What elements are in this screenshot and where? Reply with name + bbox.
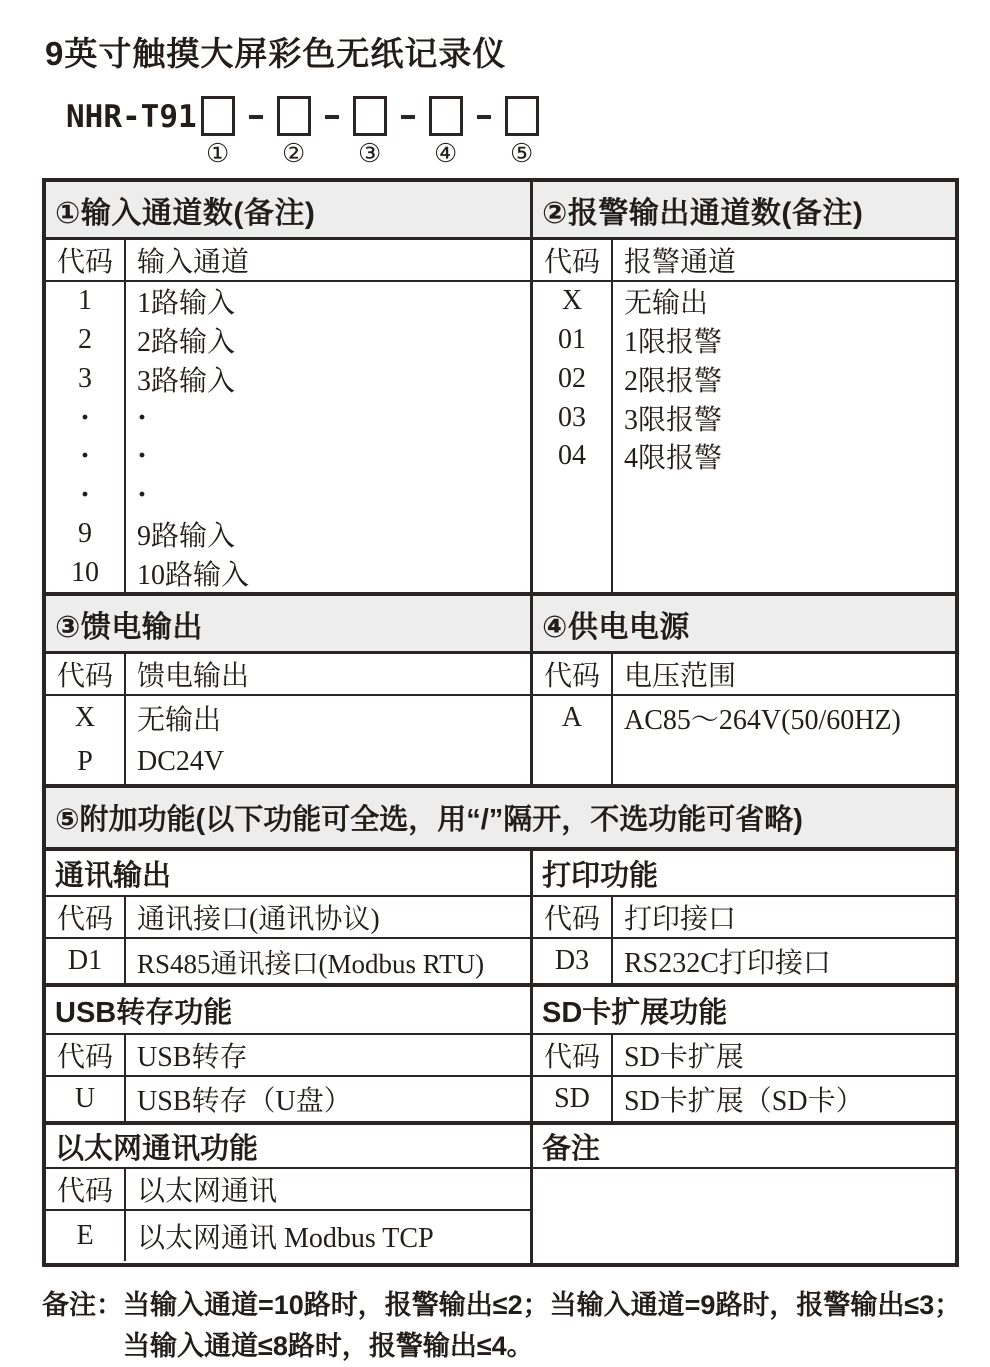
comm-code-column [46,939,126,983]
section5-usb-sd [46,987,955,1125]
model-slot-number-3: ③ [358,139,382,168]
section5-title: ⑤附加功能(以下功能可全选，用“/”隔开，不选功能可省略) [46,788,955,847]
row-desc: RS232C打印接口 [624,948,831,979]
usb-desc-header: USB转存 [137,1042,248,1073]
model-code-line [66,96,539,168]
model-slot-number-2: ② [282,139,306,168]
comm-desc-header: 通讯接口(通讯协议) [137,904,380,935]
model-slot-box-1 [201,96,235,136]
eth-code-header: 代码 [46,1169,126,1209]
row-desc: AC85～264V(50/60HZ) [624,705,901,736]
ellipsis-dot: · [79,439,90,473]
row-desc: 2限报警 [624,365,723,397]
usb-desc-column [126,1077,530,1121]
model-slot-5 [505,96,539,168]
model-prefix: NHR-T91 [66,99,197,135]
section4-title: ④供电电源 [542,610,690,644]
row-code: 01 [558,324,586,356]
row-code: 03 [558,401,586,433]
eth-desc-header: 以太网通讯 [137,1176,278,1207]
section5-eth-remark [46,1125,955,1263]
s3-desc-column [126,696,530,784]
model-slot-box-3 [353,96,387,136]
row-code: U [74,1083,96,1114]
row-code: X [74,702,96,733]
row-desc: 2路输入 [137,327,236,359]
row-desc: 10路输入 [137,559,250,591]
remark-empty-cell [533,1169,955,1263]
section5-banner [46,788,955,851]
model-slot-2 [277,96,311,168]
row-desc: 无输出 [137,705,222,736]
page-title: 9英寸触摸大屏彩色无纸记录仪 [45,35,507,72]
s2-desc-column [613,282,955,592]
row-code: 04 [558,440,586,472]
model-slot-box-5 [505,96,539,136]
section2-title: ②报警输出通道数(备注) [542,196,864,230]
s1-desc-column [126,282,530,592]
row-code: 2 [78,324,92,356]
eth-desc-column [126,1211,530,1261]
section-power [46,596,955,788]
row-code: SD [554,1083,590,1114]
row-code: 1 [78,285,92,317]
section-input-and-alarm [46,182,955,596]
s2-code-header: 代码 [533,240,613,280]
s2-desc-header: 报警通道 [624,247,737,278]
row-code: 3 [78,362,92,394]
dash-separator [249,115,263,119]
dash-separator [325,115,339,119]
comm-desc-column [126,939,530,983]
row-desc: SD卡扩展（SD卡） [624,1086,864,1117]
row-code: E [76,1220,94,1251]
section5-comm-print [46,851,955,987]
sd-desc-column [613,1077,955,1121]
print-code-header: 代码 [533,897,613,937]
remark-title: 备注 [542,1132,601,1165]
ellipsis-dot: · [137,478,148,512]
usb-title: USB转存功能 [55,996,233,1029]
s3-code-column [46,696,126,784]
ellipsis-dot: · [79,400,90,434]
row-desc: 1限报警 [624,327,723,359]
row-code: 02 [558,362,586,394]
ethernet-title: 以太网通讯功能 [55,1132,259,1165]
row-desc: 3限报警 [624,404,723,436]
row-code: X [561,285,583,317]
s4-code-header: 代码 [533,654,613,694]
dash-separator [477,115,491,119]
footnote [42,1285,972,1367]
footnote-label: 备注： [42,1290,123,1320]
model-slot-number-5: ⑤ [510,139,534,168]
ellipsis-dot: · [79,478,90,512]
s4-code-column [533,696,613,784]
print-desc-header: 打印接口 [624,904,737,935]
row-desc: 1路输入 [137,288,236,320]
row-desc: 3路输入 [137,365,236,397]
s3-desc-header: 馈电输出 [137,661,250,692]
row-code: 9 [78,517,92,549]
print-title: 打印功能 [542,859,659,892]
row-code: 10 [71,556,99,588]
model-slot-box-4 [429,96,463,136]
model-slot-number-1: ① [206,139,230,168]
row-code: D1 [67,945,103,976]
model-slot-3 [353,96,387,168]
row-desc: 9路输入 [137,520,236,552]
s2-code-column [533,282,613,592]
print-code-column [533,939,613,983]
print-desc-column [613,939,955,983]
sd-desc-header: SD卡扩展 [624,1042,744,1073]
row-desc: DC24V [137,746,225,777]
s1-code-header: 代码 [46,240,126,280]
dash-separator [401,115,415,119]
sd-code-column [533,1077,613,1121]
s3-code-header: 代码 [46,654,126,694]
footnote-line-2: 当输入通道≤8路时，报警输出≤4。 [123,1331,534,1361]
row-desc: 无输出 [624,288,709,320]
eth-code-column [46,1211,126,1261]
row-desc: 以太网通讯 Modbus TCP [137,1223,434,1254]
row-code: P [77,746,93,777]
section1-title: ①输入通道数(备注) [55,196,316,230]
s4-desc-header: 电压范围 [624,661,737,692]
sd-title: SD卡扩展功能 [542,996,728,1029]
usb-code-header: 代码 [46,1035,126,1075]
comm-title: 通讯输出 [55,859,172,892]
s4-desc-column [613,696,955,784]
s1-code-column [46,282,126,592]
sd-code-header: 代码 [533,1035,613,1075]
ordering-code-table [42,178,959,1267]
row-desc: USB转存（U盘） [137,1086,352,1117]
row-code: D3 [554,945,590,976]
row-desc: RS485通讯接口(Modbus RTU) [137,948,485,979]
usb-code-column [46,1077,126,1121]
section3-title: ③馈电输出 [55,610,203,644]
model-slot-number-4: ④ [434,139,458,168]
row-code: A [561,702,583,733]
ellipsis-dot: · [137,439,148,473]
s1-desc-header: 输入通道 [137,247,250,278]
comm-code-header: 代码 [46,897,126,937]
footnote-line-1: 当输入通道=10路时，报警输出≤2；当输入通道=9路时，报警输出≤3； [123,1290,962,1320]
row-desc: 4限报警 [624,443,723,475]
ellipsis-dot: · [137,400,148,434]
model-slot-1 [201,96,235,168]
model-slot-box-2 [277,96,311,136]
model-slot-4 [429,96,463,168]
